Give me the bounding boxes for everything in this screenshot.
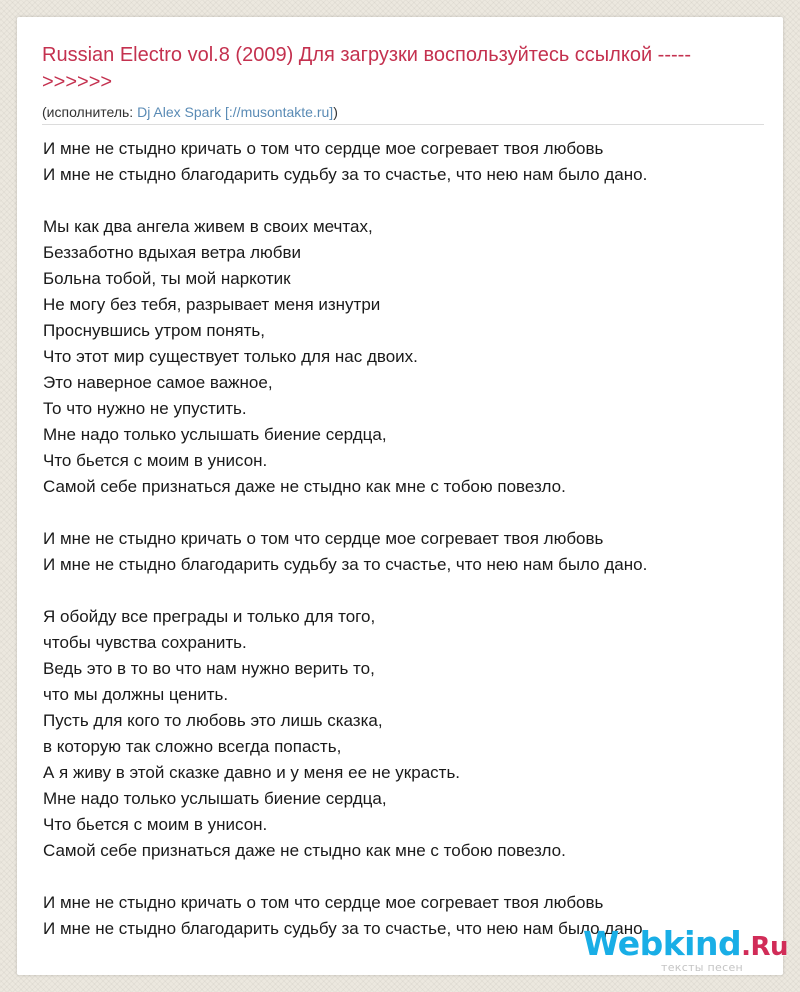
lyric-line: чтобы чувства сохранить. [43, 633, 247, 652]
lyric-line: Ведь это в то во что нам нужно верить то, [43, 659, 375, 678]
lyric-line: Я обойду все преграды и только для того, [43, 607, 376, 626]
lyric-line: Мне надо только услышать биение сердца, [43, 425, 387, 444]
lyric-line: в которую так сложно всегда попасть, [43, 737, 342, 756]
stanza-break [43, 188, 773, 214]
lyric-line: Что бьется с моим в унисон. [43, 815, 268, 834]
logo-tagline: тексты песен [661, 961, 744, 974]
artist-suffix: ) [333, 104, 338, 120]
logo-tld: .Ru [741, 932, 789, 962]
lyric-line: Больна тобой, ты мой наркотик [43, 269, 291, 288]
lyric-line: что мы должны ценить. [43, 685, 229, 704]
lyric-line: Самой себе признаться даже не стыдно как мне с тобою повезло. [43, 477, 566, 496]
header-divider [42, 124, 764, 125]
lyric-line: И мне не стыдно благодарить судьбу за то счастье, что нею нам было дано. [43, 919, 648, 938]
page-title: Russian Electro vol.8 (2009) Для загрузки воспользуйтесь ссылкой ----->>>>>> [42, 44, 691, 93]
stanza-break [43, 578, 773, 604]
lyrics-card [17, 17, 789, 975]
artist-prefix: (исполнитель: [42, 104, 138, 120]
site-logo[interactable] [583, 924, 789, 976]
lyric-line: Беззаботно вдыхая ветра любви [43, 243, 302, 262]
lyric-line: Самой себе признаться даже не стыдно как мне с тобою повезло. [43, 841, 566, 860]
lyrics-text [43, 136, 773, 942]
stanza-break [43, 500, 773, 526]
lyric-line: И мне не стыдно благодарить судьбу за то счастье, что нею нам было дано. [43, 165, 648, 184]
lyric-line: Проснувшись утром понять, [43, 321, 265, 340]
lyric-line: И мне не стыдно кричать о том что сердце мое согревает твоя любовь [43, 139, 604, 158]
lyric-line: И мне не стыдно кричать о том что сердце мое согревает твоя любовь [43, 529, 604, 548]
lyric-line: Пусть для кого то любовь это лишь сказка, [43, 711, 383, 730]
lyric-line: Это наверное самое важное, [43, 373, 273, 392]
lyric-line: Что этот мир существует только для нас двоих. [43, 347, 418, 366]
lyric-line: Мне надо только услышать биение сердца, [43, 789, 387, 808]
lyric-line: Не могу без тебя, разрывает меня изнутри [43, 295, 381, 314]
lyric-line: И мне не стыдно благодарить судьбу за то счастье, что нею нам было дано. [43, 555, 648, 574]
artist-line [42, 103, 338, 121]
logo-name: Webkind [583, 924, 742, 963]
lyric-line: А я живу в этой сказке давно и у меня ее не украсть. [43, 763, 461, 782]
lyric-line: Что бьется с моим в унисон. [43, 451, 268, 470]
lyric-line: Мы как два ангела живем в своих мечтах, [43, 217, 373, 236]
stanza-break [43, 864, 773, 890]
lyric-line: И мне не стыдно кричать о том что сердце мое согревает твоя любовь [43, 893, 604, 912]
lyric-line: То что нужно не упустить. [43, 399, 247, 418]
artist-link[interactable]: Dj Alex Spark [://musontakte.ru] [137, 104, 334, 120]
